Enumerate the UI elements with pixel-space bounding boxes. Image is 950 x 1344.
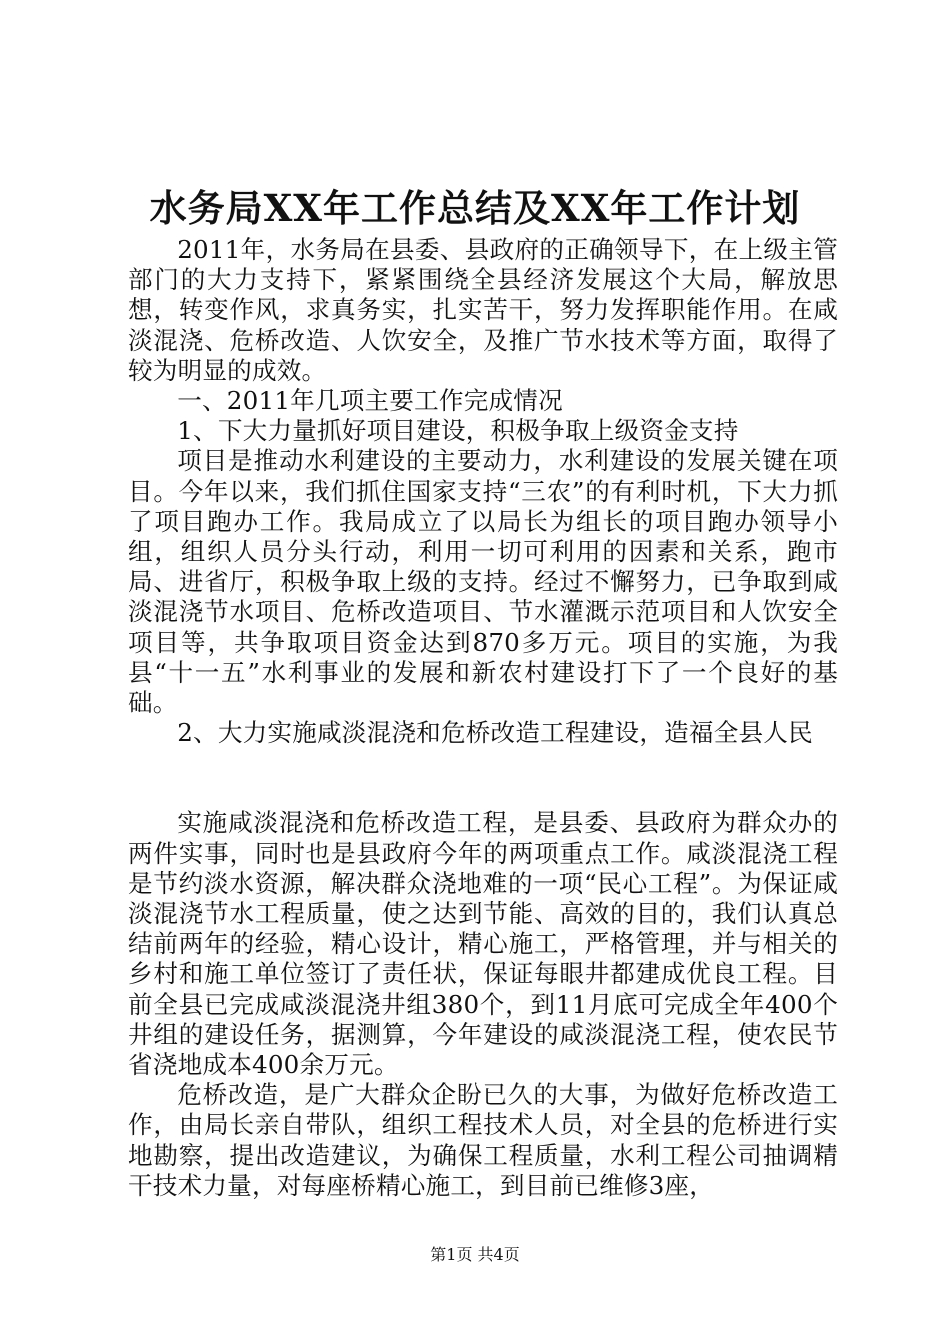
bridge-paragraph: 危桥改造，是广大群众企盼已久的大事，为做好危桥改造工作，由局长亲自带队，组织工程技术人员，对全县的危桥进行实地勘察，提出改造建议，为确保工程质量，水利工程公司抽调精干技术力量，对每座桥精心施工，到目前已维修3座， [128, 1080, 838, 1200]
intro-paragraph: 2011年，水务局在县委、县政府的正确领导下，在上级主管部门的大力支持下，紧紧围绕全县经济发展这个大局，解放思想，转变作风，求真务实，扎实苦干，努力发挥职能作用。在咸淡混浇、危桥改造、人饮安全，及推广节水技术等方面，取得了较为明显的成效。 [128, 235, 838, 385]
project-paragraph: 项目是推动水利建设的主要动力，水利建设的发展关键在项目。今年以来，我们抓住国家支持“三农”的有利时机，下大力抓了项目跑办工作。我局成立了以局长为组长的项目跑办领导小组，组织人员分头行动，利用一切可利用的因素和关系，跑市局、进省厅，积极争取上级的支持。经过不懈努力，已争取到咸淡混浇节水项目、危桥改造项目、节水灌溉示范项目和人饮安全项目等，共争取项目资金达到870多万元。项目的实施，为我县“十一五”水利事业的发展和新农村建设打下了一个良好的基础。 [128, 446, 838, 718]
irrigation-paragraph: 实施咸淡混浇和危桥改造工程，是县委、县政府为群众办的两件实事，同时也是县政府今年的两项重点工作。咸淡混浇工程是节约淡水资源，解决群众浇地难的一项“民心工程”。为保证咸淡混浇节水工程质量，使之达到节能、高效的目的，我们认真总结前两年的经验，精心设计，精心施工，严格管理，并与相关的乡村和施工单位签订了责任状，保证每眼井都建成优良工程。目前全县已完成咸淡混浇井组380个，到11月底可完成全年400个井组的建设任务，据测算，今年建设的咸淡混浇工程，使农民节省浇地成本400余万元。 [128, 808, 838, 1080]
subsection-heading-2: 2、大力实施咸淡混浇和危桥改造工程建设，造福全县人民 [177, 718, 813, 748]
page-number: 第1页 共4页 [430, 1245, 520, 1264]
section-heading: 一、2011年几项主要工作完成情况 [177, 386, 563, 416]
subsection-heading-1: 1、下大力量抓好项目建设，积极争取上级资金支持 [177, 416, 739, 446]
document-body [128, 235, 838, 1201]
document-title: 水务局XX年工作总结及XX年工作计划 [149, 186, 801, 230]
